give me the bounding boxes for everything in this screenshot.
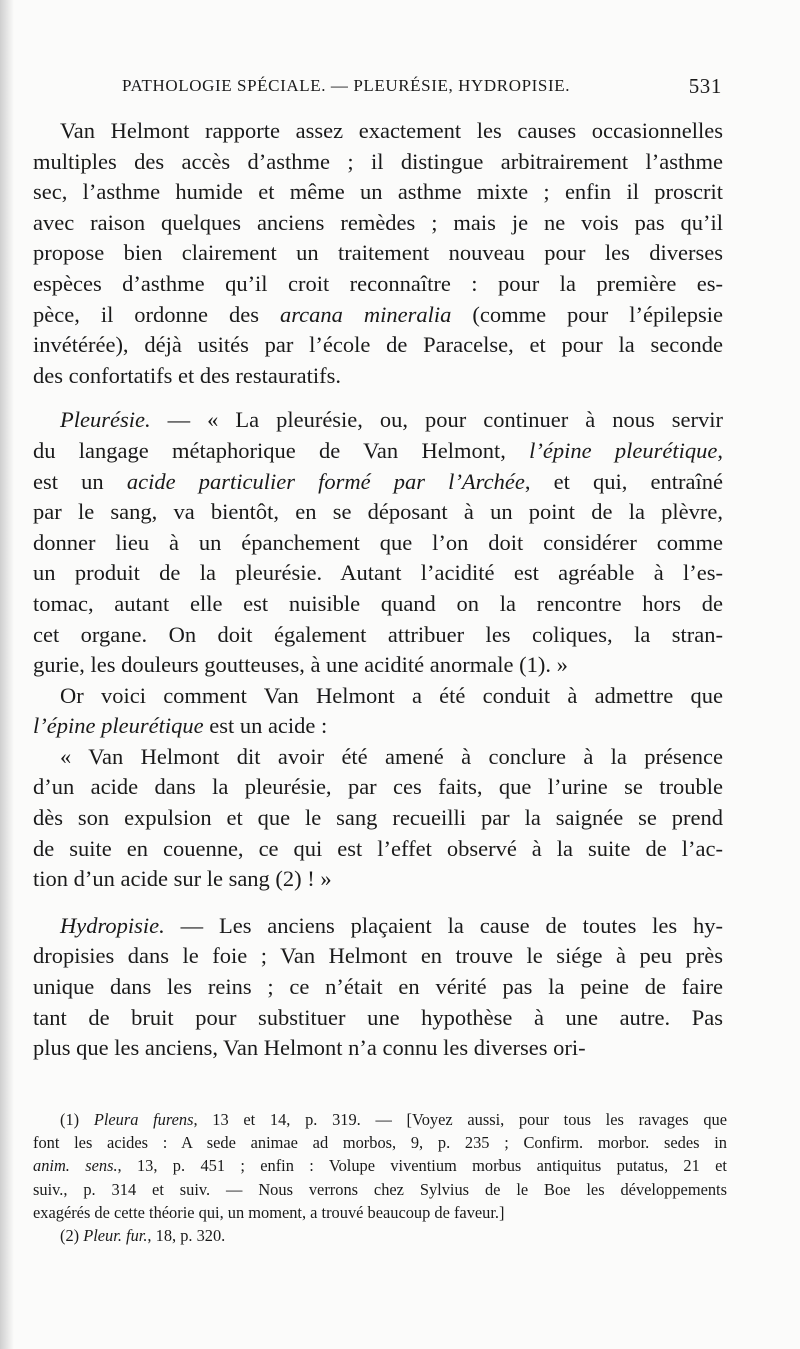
text-line: cet organe. On doit également attribuer les coliques, la stran-: [33, 621, 723, 647]
text-line: dès son expulsion et que le sang recueilli par la saignée se prend: [33, 805, 723, 831]
text-line: tomac, autant elle est nuisible quand on la rencontre hors de: [33, 590, 723, 616]
footnotes: [33, 1108, 727, 1247]
text-line: multiples des accès d’asthme ; il distingue arbitrairement l’asthme: [33, 148, 723, 174]
italic-term: Pleura furens: [93, 1110, 194, 1129]
text-line: Or voici comment Van Helmont a été conduit à admettre que: [60, 682, 723, 708]
italic-term: arcana mineralia: [279, 301, 452, 327]
text-line: Van Helmont rapporte assez exactement les causes occasionnelles: [60, 118, 723, 143]
text-line: Pleurésie. — « La pleurésie, ou, pour continuer à nous servir: [60, 407, 723, 433]
italic-term: acide particulier formé par l’Archée: [126, 468, 525, 494]
text-line: des confortatifs et des restauratifs.: [33, 362, 342, 388]
text-line: espèces d’asthme qu’il croit reconnaître : pour la première es-: [33, 270, 723, 296]
text-line: par le sang, va bientôt, en se déposant à un point de la plèvre,: [33, 499, 723, 525]
paragraph-quote: [33, 742, 723, 895]
text-line: gurie, les douleurs goutteuses, à une acidité anormale (1). »: [33, 652, 568, 678]
paragraph-hydropisie: [33, 911, 723, 1064]
text-line: propose bien clairement un traitement nouveau pour les diverses: [33, 240, 723, 266]
main-text: [33, 116, 723, 1064]
text-line: « Van Helmont dit avoir été amené à conclure à la présence: [60, 743, 723, 769]
text-line: plus que les anciens, Van Helmont n’a connu les diverses ori-: [33, 1035, 586, 1061]
italic-term: l’épine pleurétique: [33, 713, 204, 739]
footnote-line: suiv., p. 314 et suiv. — Nous verrons chez Sylvius de le Boe les développements: [33, 1179, 727, 1199]
italic-term: Pleur. fur.: [83, 1225, 148, 1245]
paragraph-asthma: [33, 116, 723, 391]
text-line: donner lieu à un épanchement que l’on doit considérer comme: [33, 529, 723, 555]
text-line: avec raison quelques anciens remèdes ; mais je ne vois pas qu’il: [33, 209, 723, 235]
footnote-line: (2) Pleur. fur., 18, p. 320.: [60, 1225, 226, 1245]
paragraph-pleuresie: [33, 405, 723, 680]
text-line: du langage métaphorique de Van Helmont, l’épine pleurétique,: [33, 437, 723, 463]
italic-term: Hydropisie.: [60, 912, 165, 938]
footnote-line: anim. sens., 13, p. 451 ; enfin : Volupe viventium morbus antiquitus putatus, 21 et: [33, 1156, 727, 1176]
text-line: est un acide particulier formé par l’Archée, et qui, entraîné: [33, 468, 723, 494]
footnote-line: font les acides : A sede animae ad morbos, 9, p. 235 ; Confirm. morbor. sedes in: [33, 1133, 727, 1153]
running-title: PATHOLOGIE SPÉCIALE. — PLEURÉSIE, HYDROPISIE.: [122, 76, 571, 95]
text-line: tant de bruit pour substituer une hypothèse à une autre. Pas: [33, 1004, 723, 1030]
text-line: un produit de la pleurésie. Autant l’acidité est agréable à l’es-: [33, 560, 723, 586]
text-line: unique dans les reins ; ce n’était en vérité pas la peine de faire: [33, 974, 723, 1000]
running-header: [122, 76, 722, 106]
text-line: dropisies dans le foie ; Van Helmont en trouve le siége à peu près: [33, 943, 723, 969]
text-line: invétérée), déjà usités par l’école de Paracelse, et pour la seconde: [33, 332, 723, 358]
page-number: 531: [688, 74, 722, 98]
italic-term: Pleurésie.: [60, 407, 151, 433]
text-line: tion d’un acide sur le sang (2) ! »: [33, 866, 332, 892]
paragraph-epine: [33, 681, 723, 742]
text-line: de suite en couenne, ce qui est l’effet observé à la suite de l’ac-: [33, 835, 723, 861]
text-line: pèce, il ordonne des arcana mineralia (comme pour l’épilepsie: [33, 301, 723, 327]
footnote-line: exagérés de cette théorie qui, un moment, a trouvé beaucoup de faveur.]: [33, 1202, 505, 1222]
footnote-line: (1) Pleura furens, 13 et 14, p. 319. — [Voyez aussi, pour tous les ravages que: [60, 1110, 727, 1129]
text-line: d’un acide dans la pleurésie, par ces faits, que l’urine se trouble: [33, 774, 723, 800]
page-gutter-shadow: [0, 0, 14, 1349]
text-line: Hydropisie. — Les anciens plaçaient la cause de toutes les hy-: [60, 912, 723, 938]
italic-term: anim. sens.: [33, 1156, 118, 1176]
italic-term: l’épine pleurétique: [529, 437, 718, 463]
text-line: sec, l’asthme humide et même un asthme mixte ; enfin il proscrit: [33, 179, 723, 205]
text-line: l’épine pleurétique est un acide :: [33, 713, 328, 739]
